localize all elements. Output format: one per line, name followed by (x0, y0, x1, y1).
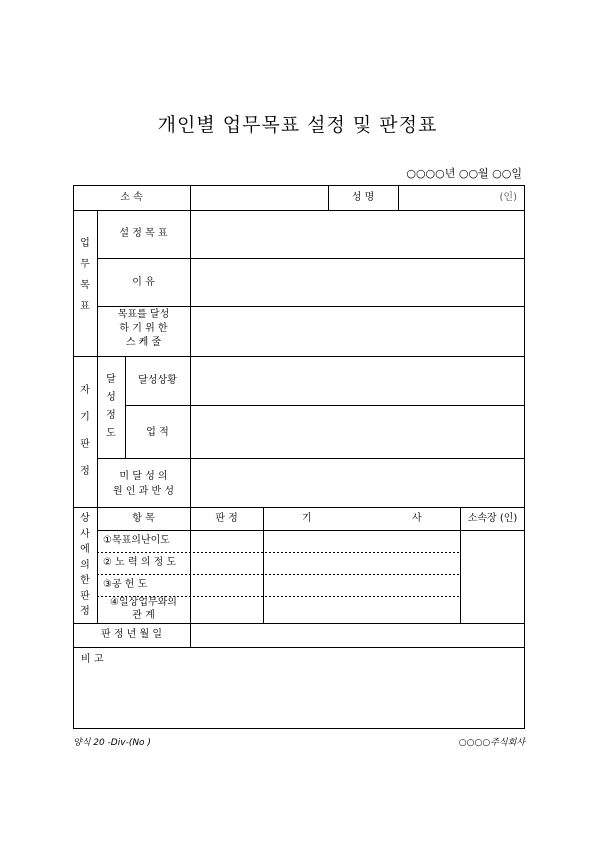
remarks-field[interactable] (74, 669, 524, 728)
achievement-label: 업 적 (146, 427, 169, 438)
affiliation-field[interactable] (191, 186, 328, 210)
judgment-field-4[interactable] (191, 597, 263, 623)
superior-section-label: 상 사 에 의 한 판 정 (80, 513, 90, 617)
reason-label: 이 유 (132, 277, 155, 288)
item-contribution: ③공 헌 도 (103, 579, 148, 590)
notes-header-a: 기 (302, 513, 312, 524)
degree-label: 달 성 정 도 (106, 374, 116, 439)
goal-field[interactable] (191, 211, 524, 258)
status-label: 달성상황 (138, 375, 177, 386)
company-name: ○○○○주식회사 (458, 738, 525, 748)
judgment-date-field[interactable] (191, 624, 524, 647)
item-effort: ② 노 력 의 정 도 (103, 557, 177, 568)
item-difficulty: ①목표의난이도 (103, 535, 170, 546)
notes-field-4[interactable] (264, 597, 460, 623)
schedule-label: 목표를 달성 하 기 위 한 스 케 줄 (117, 309, 170, 348)
unmet-label: 미 달 성 의 원 인 과 반 성 (112, 471, 174, 497)
goals-section-label: 업 무 목 표 (80, 238, 90, 312)
remarks-label: 비 고 (81, 654, 104, 665)
manager-field[interactable] (461, 531, 524, 623)
notes-field-2[interactable] (264, 553, 460, 574)
notes-header-b: 사 (412, 513, 422, 524)
goal-label: 설 정 목 표 (119, 228, 168, 239)
page-title: 개인별 업무목표 설정 및 판정표 (157, 114, 438, 136)
judgment-field-1[interactable] (191, 531, 263, 552)
achievement-field[interactable] (191, 406, 524, 458)
status-field[interactable] (191, 357, 524, 405)
judgment-date-label: 판 정 년 월 일 (100, 629, 162, 640)
unmet-field[interactable] (191, 459, 524, 507)
date-line: ○○○○년 ○○월 ○○일 (406, 167, 522, 180)
reason-field[interactable] (191, 259, 524, 306)
evaluation-form (73, 185, 525, 729)
notes-field-3[interactable] (264, 575, 460, 596)
name-label: 성 명 (351, 192, 375, 203)
judgment-field-3[interactable] (191, 575, 263, 596)
judgment-field-2[interactable] (191, 553, 263, 574)
judgment-header: 판 정 (215, 513, 238, 524)
seal-mark: (인) (499, 192, 517, 203)
notes-field-1[interactable] (264, 531, 460, 552)
schedule-field[interactable] (191, 307, 524, 356)
item-daily-work: ④일상업무와의 관 계 (110, 597, 177, 621)
manager-header: 소속장 (인) (467, 513, 518, 524)
item-header: 항 목 (132, 513, 155, 524)
form-number: 양식 20 -Div-(No ) (73, 738, 151, 748)
self-section-label: 자 기 판 정 (80, 385, 90, 477)
affiliation-label: 소 속 (120, 192, 143, 203)
